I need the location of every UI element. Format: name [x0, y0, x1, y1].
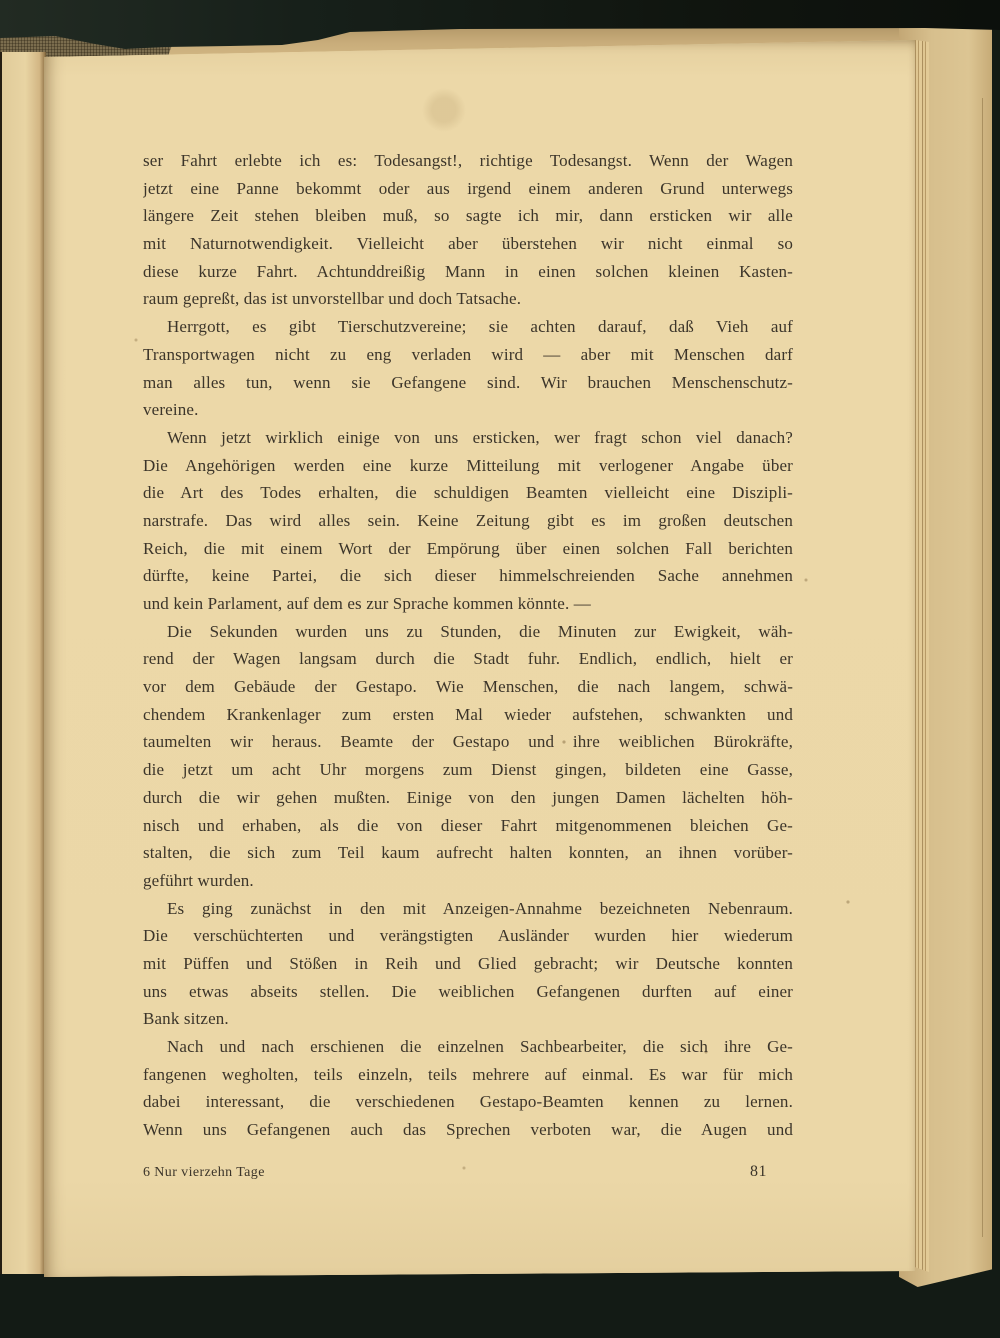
- text-line: stalten, die sich zum Teil kaum aufrecht halten konnten, an ihnen vorüber-: [143, 843, 793, 863]
- text-line: Transportwagen nicht zu eng verladen wird — aber mit Menschen darf: [143, 344, 793, 364]
- text-line: raum gepreßt, das ist unvorstellbar und doch Tatsache.: [143, 289, 522, 309]
- text-line: mit Püffen und Stößen in Reih und Glied gebracht; wir Deutsche konnten: [143, 953, 793, 973]
- text-line: Die Sekunden wurden uns zu Stunden, die Minuten zur Ewigkeit, wäh-: [167, 621, 793, 641]
- text-line: Reich, die mit einem Wort der Empörung über einen solchen Fall berichten: [143, 538, 793, 558]
- text-line: die Art des Todes erhalten, die schuldigen Beamten vielleicht eine Diszipli-: [143, 483, 793, 503]
- signature-mark: 6 Nur vierzehn Tage: [143, 1165, 265, 1180]
- text-line: Bank sitzen.: [143, 1009, 229, 1029]
- text-line: diese kurze Fahrt. Achtunddreißig Mann in einen solchen kleinen Kasten-: [143, 261, 793, 281]
- text-line: Es ging zunächst in den mit Anzeigen-Annahme bezeichneten Nebenraum.: [167, 898, 793, 918]
- text-line: Die Angehörigen werden eine kurze Mitteilung mit verlogener Angabe über: [143, 455, 793, 475]
- text-line: längere Zeit stehen bleiben muß, so sagte ich mir, dann ersticken wir alle: [143, 206, 793, 226]
- text-line: Wenn jetzt wirklich einige von uns ersticken, wer fragt schon viel danach?: [167, 427, 793, 447]
- text-line: ser Fahrt erlebte ich es: Todesangst!, richtige Todesangst. Wenn der Wagen: [143, 151, 793, 170]
- text-line: jetzt eine Panne bekommt oder aus irgend einem anderen Grund unterwegs: [143, 178, 793, 198]
- text-line: narstrafe. Das wird alles sein. Keine Zeitung gibt es im großen deutschen: [143, 510, 793, 530]
- paragraph: [143, 313, 793, 424]
- text-line: dabei interessant, die verschiedenen Gestapo-Beamten kennen zu lernen.: [143, 1092, 793, 1112]
- text-line: geführt wurden.: [143, 870, 254, 890]
- text-line: vereine.: [143, 400, 199, 420]
- text-line: mit Naturnotwendigkeit. Vielleicht aber überstehen wir nicht einmal so: [143, 234, 793, 254]
- text-line: vor dem Gebäude der Gestapo. Wie Menschen, die nach langem, schwä-: [143, 677, 793, 697]
- text-line: man alles tun, wenn sie Gefangene sind. Wir brauchen Menschenschutz-: [143, 372, 793, 392]
- text-line: uns etwas abseits stellen. Die weiblichen Gefangenen durften auf einer: [143, 981, 793, 1001]
- text-line: Die verschüchterten und verängstigten Ausländer wurden hier wiederum: [143, 926, 793, 946]
- paragraph: [143, 1033, 793, 1144]
- text-line: und kein Parlament, auf dem es zur Sprache kommen könnte. —: [143, 594, 591, 613]
- page-number: 81: [750, 1163, 767, 1180]
- text-line: chendem Krankenlager zum ersten Mal wieder aufstehen, schwankten und: [143, 704, 793, 724]
- text-line: die jetzt um acht Uhr morgens zum Dienst gingen, bildeten eine Gasse,: [143, 760, 793, 780]
- paragraph: [143, 618, 793, 895]
- paragraph: [143, 895, 793, 1033]
- text-line: durch die wir gehen mußten. Einige von den jungen Damen lächelten höh-: [143, 787, 793, 807]
- text-line: taumelten wir heraus. Beamte der Gestapo und ihre weiblichen Bürokräfte,: [143, 732, 793, 752]
- text-line: Wenn uns Gefangenen auch das Sprechen verboten war, die Augen und: [143, 1120, 793, 1140]
- paragraph: [143, 424, 793, 618]
- paragraph: [143, 147, 793, 313]
- text-line: rend der Wagen langsam durch die Stadt fuhr. Endlich, endlich, hielt er: [143, 649, 793, 669]
- text-line: Herrgott, es gibt Tierschutzvereine; sie achten darauf, daß Vieh auf: [167, 317, 793, 337]
- page-footer: [143, 1163, 793, 1181]
- text-line: dürfte, keine Partei, die sich dieser himmelschreienden Sache annehmen: [143, 566, 793, 586]
- text-line: nisch und erhaben, als die von dieser Fahrt mitgenommenen bleichen Ge-: [143, 815, 793, 835]
- text-line: fangenen wegholten, teils einzeln, teils mehrere auf einmal. Es war für mich: [143, 1064, 793, 1084]
- text-block: [143, 147, 793, 1144]
- text-line: Nach und nach erschienen die einzelnen Sachbearbeiter, die sich ihre Ge-: [167, 1037, 793, 1056]
